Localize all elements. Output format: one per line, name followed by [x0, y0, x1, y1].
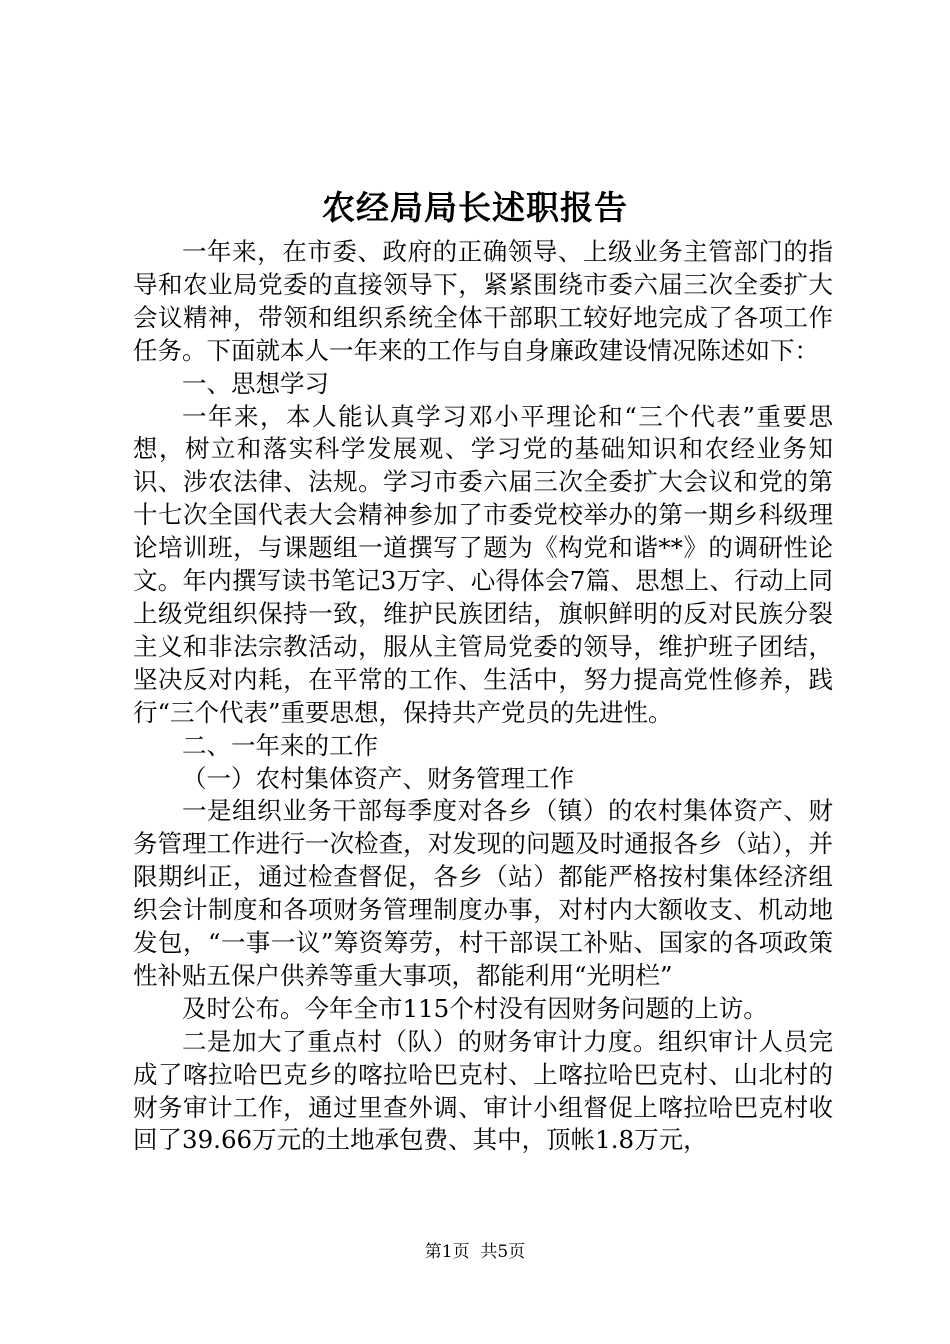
- section-heading-work: 二、一年来的工作: [182, 730, 378, 760]
- subsection-heading-assets: （一）农村集体资产、财务管理工作: [182, 763, 574, 793]
- section-heading-study: 一、思想学习: [182, 368, 329, 398]
- paragraph-intro: 一年来，在市委、政府的正确领导、上级业务主管部门的指导和农业局党委的直接领导下，紧紧围绕市委六届三次全委扩大会议精神，带领和组织系统全体干部职工较好地完成了各项工作任务。下面就本人一年来的工作与自身廉政建设情况陈述如下：: [133, 237, 833, 365]
- document-body: [133, 236, 833, 1157]
- page-footer: 第1页 共5页: [424, 1242, 526, 1262]
- paragraph-study: 一年来，本人能认真学习邓小平理论和“三个代表”重要思想，树立和落实科学发展观、学习党的基础知识和农经业务知识、涉农法律、法规。学习市委六届三次全委扩大会议和党的第十七次全国代表大会精神参加了市委党校举办的第一期乡科级理论培训班，与课题组一道撰写了题为《构党和谐**》的调研性论文。年内撰写读书笔记3万字、心得体会7篇、思想上、行动上同上级党组织保持一致，维护民族团结，旗帜鲜明的反对民族分裂主义和非法宗教活动，服从主管局党委的领导，维护班子团结，坚决反对内耗，在平常的工作、生活中，努力提高党性修养，践行“三个代表”重要思想，保持共产党员的先进性。: [133, 401, 833, 727]
- paragraph-inspection: 一是组织业务干部每季度对各乡（镇）的农村集体资产、财务管理工作进行一次检查，对发现的问题及时通报各乡（站），并限期纠正，通过检查督促，各乡（站）都能严格按村集体经济组织会计制度和各项财务管理制度办事，对村内大额收支、机动地发包，“一事一议”筹资筹劳，村干部误工补贴、国家的各项政策性补贴五保户供养等重大事项，都能利用“光明栏”: [133, 796, 833, 990]
- document-title: 农经局局长述职报告: [322, 188, 628, 227]
- paragraph-publication: 及时公布。今年全市115个村没有因财务问题的上访。: [182, 993, 768, 1023]
- paragraph-audit: 二是加大了重点村（队）的财务审计力度。组织审计人员完成了喀拉哈巴克乡的喀拉哈巴克村、上喀拉哈巴克村、山北村的财务审计工作，通过里查外调、审计小组督促上喀拉哈巴克村收回了39.66万元的土地承包费、其中，顶帐1.8万元，: [133, 1026, 833, 1155]
